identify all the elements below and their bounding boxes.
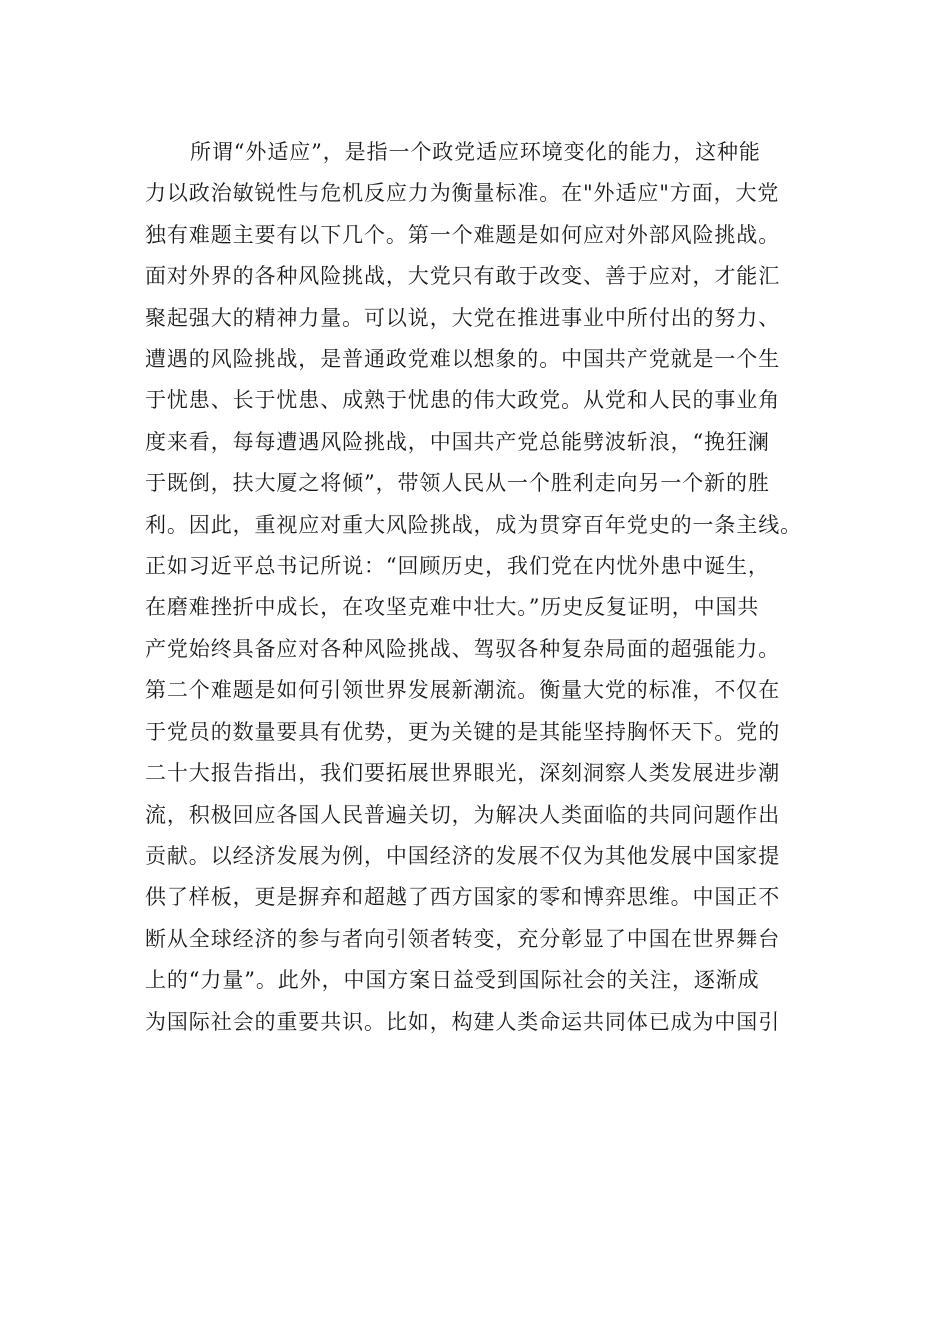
text-line: 独有难题主要有以下几个。第一个难题是如何应对外部风险挑战。 bbox=[145, 222, 781, 247]
text-line: 供了样板，更是摒弃和超越了西方国家的零和博弈思维。中国正不 bbox=[145, 885, 781, 910]
text-line: 遭遇的风险挑战，是普通政党难以想象的。中国共产党就是一个生 bbox=[145, 347, 781, 372]
text-line: 于既倒，扶大厦之将倾”，带领人民从一个胜利走向另一个新的胜 bbox=[145, 471, 770, 496]
text-line: 产党始终具备应对各种风险挑战、驾驭各种复杂局面的超强能力。 bbox=[145, 636, 781, 661]
text-line: 利。因此，重视应对重大风险挑战，成为贯穿百年党史的一条主线。 bbox=[145, 512, 802, 537]
text-line: 第二个难题是如何引领世界发展新潮流。衡量大党的标准，不仅在 bbox=[145, 678, 781, 703]
text-line: 力以政治敏锐性与危机反应力为衡量标准。在"外适应"方面，大党 bbox=[145, 181, 780, 206]
text-line: 为国际社会的重要共识。比如，构建人类命运共同体已成为中国引 bbox=[145, 1009, 781, 1034]
text-line: 贡献。以经济发展为例，中国经济的发展不仅为其他发展中国家提 bbox=[145, 843, 781, 868]
text-line: 聚起强大的精神力量。可以说，大党在推进事业中所付出的努力、 bbox=[145, 305, 781, 330]
text-line: 断从全球经济的参与者向引领者转变，充分彰显了中国在世界舞台 bbox=[145, 926, 781, 951]
text-line: 正如习近平总书记所说：“回顾历史，我们党在内忧外患中诞生， bbox=[145, 554, 770, 579]
text-line: 度来看，每每遭遇风险挑战，中国共产党总能劈波斩浪，“挽狂澜 bbox=[145, 429, 770, 454]
text-line: 在磨难挫折中成长，在攻坚克难中壮大。”历史反复证明，中国共 bbox=[145, 595, 760, 620]
text-line: 所谓“外适应”，是指一个政党适应环境变化的能力，这种能 bbox=[190, 140, 761, 164]
text-line: 上的“力量”。此外，中国方案日益受到国际社会的关注，逐渐成 bbox=[145, 968, 760, 993]
text-line: 二十大报告指出，我们要拓展世界眼光，深刻洞察人类发展进步潮 bbox=[145, 761, 781, 786]
text-line: 面对外界的各种风险挑战，大党只有敢于改变、善于应对，才能汇 bbox=[145, 264, 781, 289]
text-line: 流，积极回应各国人民普遍关切，为解决人类面临的共同问题作出 bbox=[145, 802, 781, 827]
body-paragraph bbox=[145, 132, 825, 1043]
text-line: 于党员的数量要具有优势，更为关键的是其能坚持胸怀天下。党的 bbox=[145, 719, 781, 744]
text-line: 于忧患、长于忧患、成熟于忧患的伟大政党。从党和人民的事业角 bbox=[145, 388, 781, 413]
